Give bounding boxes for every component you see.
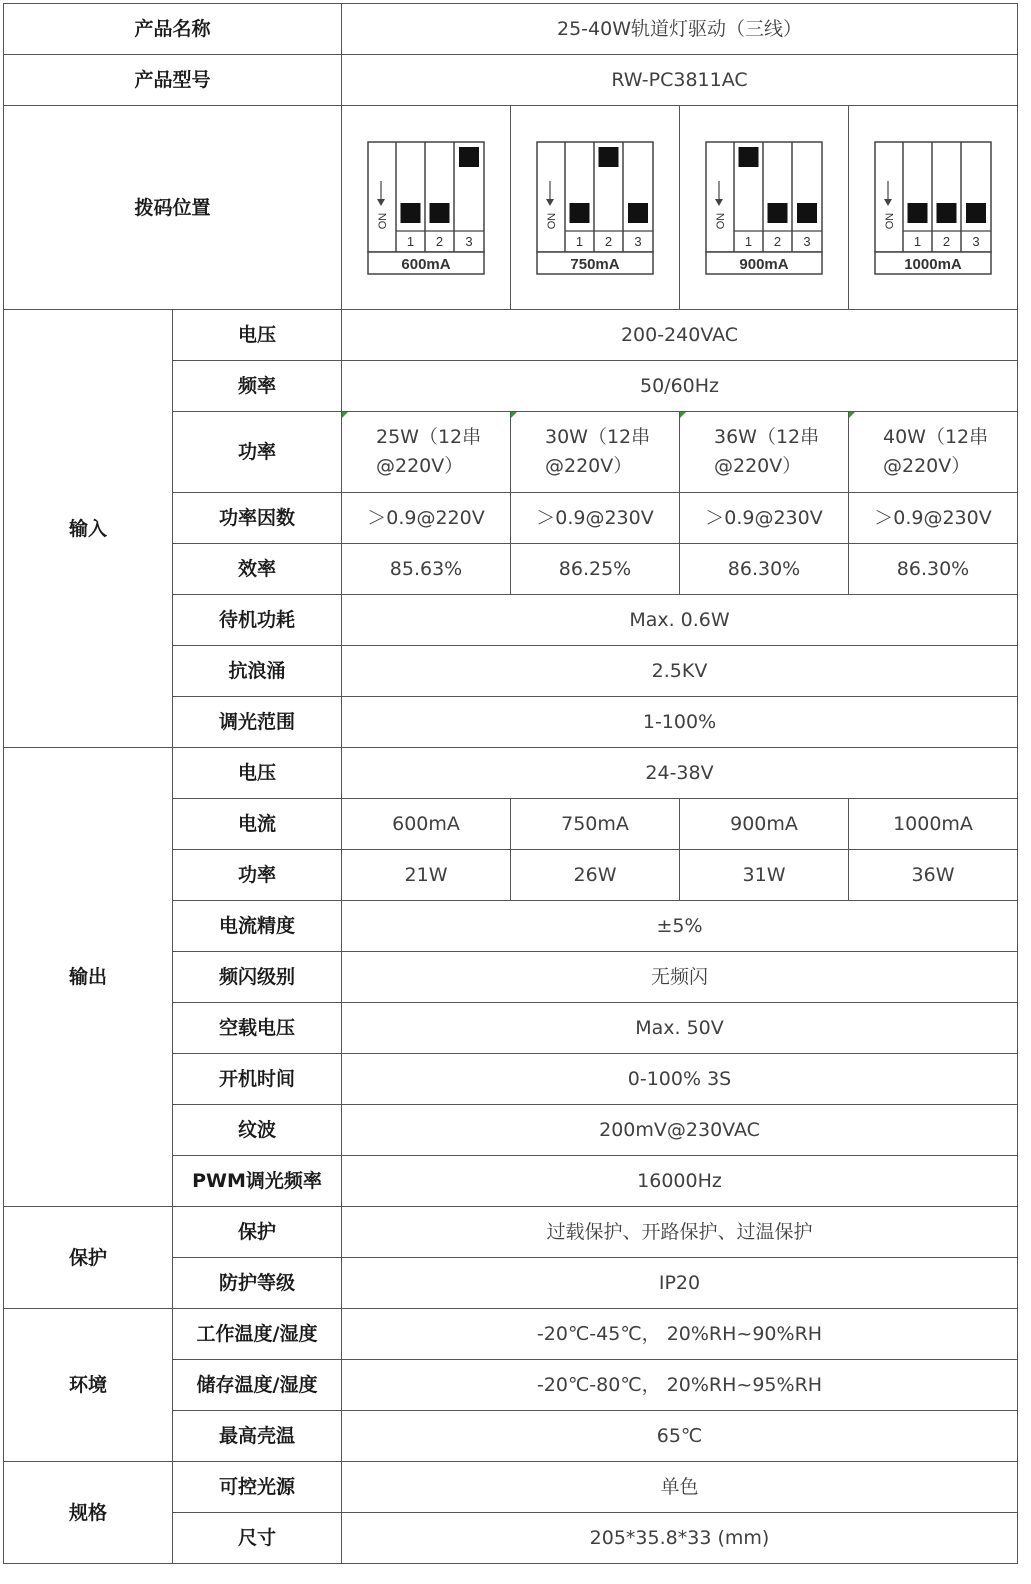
dip-switch-knob bbox=[908, 203, 928, 223]
dip-switch-svg bbox=[705, 141, 823, 275]
input-surge-label: 抗浪涌 bbox=[173, 646, 342, 697]
case-temp-label: 最高壳温 bbox=[173, 1411, 342, 1462]
group-protection: 保护 bbox=[4, 1207, 173, 1309]
output-pwm-label: PWM调光频率 bbox=[173, 1156, 342, 1207]
row-dip-switch bbox=[4, 106, 1018, 310]
dip-switch-svg bbox=[874, 141, 992, 275]
dip-switch-number: 3 bbox=[634, 233, 642, 249]
light-source-value: 单色 bbox=[342, 1462, 1018, 1513]
dip-on-label: ON bbox=[546, 212, 558, 229]
size-value: 205*35.8*33 (mm) bbox=[342, 1513, 1018, 1564]
light-source-label: 可控光源 bbox=[173, 1462, 342, 1513]
protection-value: 过载保护、开路保护、过温保护 bbox=[342, 1207, 1018, 1258]
dip-cell-1 bbox=[342, 106, 511, 310]
row-light-source bbox=[4, 1462, 1018, 1513]
dip-switch-knob bbox=[430, 203, 450, 223]
dip-switch-knob bbox=[739, 147, 759, 167]
input-power-value bbox=[342, 412, 511, 493]
input-pf-label: 功率因数 bbox=[173, 493, 342, 544]
dip-switch-knob bbox=[768, 203, 788, 223]
input-efficiency-value: 86.30% bbox=[680, 544, 849, 595]
row-protection bbox=[4, 1207, 1018, 1258]
ip-value: IP20 bbox=[342, 1258, 1018, 1309]
dip-switch-number: 2 bbox=[604, 233, 613, 249]
group-input: 输入 bbox=[4, 310, 173, 748]
power-line2: @220V） bbox=[714, 455, 802, 477]
row-output-voltage bbox=[4, 748, 1018, 799]
dip-switch-diagram bbox=[367, 141, 485, 275]
input-efficiency-value: 86.30% bbox=[849, 544, 1018, 595]
product-model-label: 产品型号 bbox=[4, 55, 342, 106]
row-product-model bbox=[4, 55, 1018, 106]
dip-current-label: 900mA bbox=[739, 255, 789, 273]
input-dimming-value: 1-100% bbox=[342, 697, 1018, 748]
dip-switch-number: 1 bbox=[913, 233, 922, 249]
output-current-value: 600mA bbox=[342, 799, 511, 850]
output-power-value: 36W bbox=[849, 850, 1018, 901]
output-power-label: 功率 bbox=[173, 850, 342, 901]
power-line1: 30W（12串 bbox=[545, 426, 651, 448]
group-environment: 环境 bbox=[4, 1309, 173, 1462]
input-voltage-label: 电压 bbox=[173, 310, 342, 361]
dip-label: 拨码位置 bbox=[4, 106, 342, 310]
dip-on-label: ON bbox=[715, 212, 727, 229]
protection-label: 保护 bbox=[173, 1207, 342, 1258]
power-line2: @220V） bbox=[376, 455, 464, 477]
output-ripple-value: 200mV@230VAC bbox=[342, 1105, 1018, 1156]
dip-switch-knob bbox=[570, 203, 590, 223]
dip-switch-number: 1 bbox=[744, 233, 753, 249]
output-accuracy-value: ±5% bbox=[342, 901, 1018, 952]
output-noload-label: 空载电压 bbox=[173, 1003, 342, 1054]
power-line2: @220V） bbox=[545, 455, 633, 477]
dip-switch-svg bbox=[367, 141, 485, 275]
ip-label: 防护等级 bbox=[173, 1258, 342, 1309]
row-input-voltage bbox=[4, 310, 1018, 361]
row-product-name bbox=[4, 4, 1018, 55]
input-efficiency-value: 85.63% bbox=[342, 544, 511, 595]
output-power-value: 26W bbox=[511, 850, 680, 901]
dip-switch-number: 2 bbox=[435, 233, 444, 249]
output-current-value: 750mA bbox=[511, 799, 680, 850]
power-line1: 25W（12串 bbox=[376, 426, 482, 448]
input-power-value bbox=[680, 412, 849, 493]
storage-temp-label: 储存温度/湿度 bbox=[173, 1360, 342, 1411]
power-line1: 40W（12串 bbox=[883, 426, 989, 448]
dip-switch-number: 3 bbox=[803, 233, 811, 249]
group-output: 输出 bbox=[4, 748, 173, 1207]
dip-current-label: 1000mA bbox=[904, 255, 962, 273]
dip-on-label: ON bbox=[377, 212, 389, 229]
dip-switch-knob bbox=[401, 203, 421, 223]
input-frequency-label: 频率 bbox=[173, 361, 342, 412]
input-efficiency-label: 效率 bbox=[173, 544, 342, 595]
dip-switch-number: 2 bbox=[773, 233, 782, 249]
input-power-value bbox=[511, 412, 680, 493]
output-startup-value: 0-100% 3S bbox=[342, 1054, 1018, 1105]
dip-switch-diagram bbox=[874, 141, 992, 275]
input-pf-value: ＞0.9@230V bbox=[511, 493, 680, 544]
spec-table bbox=[3, 3, 1018, 1564]
input-efficiency-value: 86.25% bbox=[511, 544, 680, 595]
power-line2: @220V） bbox=[883, 455, 971, 477]
dip-switch-number: 3 bbox=[465, 233, 473, 249]
dip-switch-knob bbox=[797, 203, 817, 223]
dip-switch-knob bbox=[459, 147, 479, 167]
dip-switch-svg bbox=[536, 141, 654, 275]
output-flicker-label: 频闪级别 bbox=[173, 952, 342, 1003]
input-power-value bbox=[849, 412, 1018, 493]
input-surge-value: 2.5KV bbox=[342, 646, 1018, 697]
dip-switch-number: 1 bbox=[406, 233, 415, 249]
output-pwm-value: 16000Hz bbox=[342, 1156, 1018, 1207]
dip-switch-knob bbox=[966, 203, 986, 223]
output-accuracy-label: 电流精度 bbox=[173, 901, 342, 952]
product-model-value: RW-PC3811AC bbox=[342, 55, 1018, 106]
input-standby-label: 待机功耗 bbox=[173, 595, 342, 646]
dip-switch-diagram bbox=[536, 141, 654, 275]
case-temp-value: 65℃ bbox=[342, 1411, 1018, 1462]
dip-cell-4 bbox=[849, 106, 1018, 310]
input-power-label: 功率 bbox=[173, 412, 342, 493]
dip-cell-3 bbox=[680, 106, 849, 310]
output-current-label: 电流 bbox=[173, 799, 342, 850]
output-noload-value: Max. 50V bbox=[342, 1003, 1018, 1054]
output-flicker-value: 无频闪 bbox=[342, 952, 1018, 1003]
dip-switch-knob bbox=[599, 147, 619, 167]
dip-current-label: 600mA bbox=[401, 255, 451, 273]
input-pf-value: ＞0.9@230V bbox=[680, 493, 849, 544]
output-voltage-label: 电压 bbox=[173, 748, 342, 799]
output-ripple-label: 纹波 bbox=[173, 1105, 342, 1156]
work-temp-label: 工作温度/湿度 bbox=[173, 1309, 342, 1360]
dip-cell-2 bbox=[511, 106, 680, 310]
dip-switch-diagram bbox=[705, 141, 823, 275]
output-voltage-value: 24-38V bbox=[342, 748, 1018, 799]
product-name-label: 产品名称 bbox=[4, 4, 342, 55]
dip-switch-number: 2 bbox=[942, 233, 951, 249]
size-label: 尺寸 bbox=[173, 1513, 342, 1564]
dip-current-label: 750mA bbox=[570, 255, 620, 273]
input-standby-value: Max. 0.6W bbox=[342, 595, 1018, 646]
input-voltage-value: 200-240VAC bbox=[342, 310, 1018, 361]
output-current-value: 900mA bbox=[680, 799, 849, 850]
output-power-value: 21W bbox=[342, 850, 511, 901]
input-pf-value: ＞0.9@220V bbox=[342, 493, 511, 544]
input-dimming-label: 调光范围 bbox=[173, 697, 342, 748]
input-pf-value: ＞0.9@230V bbox=[849, 493, 1018, 544]
dip-switch-number: 1 bbox=[575, 233, 584, 249]
dip-on-label: ON bbox=[884, 212, 896, 229]
dip-switch-knob bbox=[937, 203, 957, 223]
output-power-value: 31W bbox=[680, 850, 849, 901]
row-work-temp bbox=[4, 1309, 1018, 1360]
output-startup-label: 开机时间 bbox=[173, 1054, 342, 1105]
work-temp-value: -20℃-45℃， 20%RH~90%RH bbox=[342, 1309, 1018, 1360]
product-name-value: 25-40W轨道灯驱动（三线） bbox=[342, 4, 1018, 55]
group-spec: 规格 bbox=[4, 1462, 173, 1564]
output-current-value: 1000mA bbox=[849, 799, 1018, 850]
power-line1: 36W（12串 bbox=[714, 426, 820, 448]
dip-switch-number: 3 bbox=[972, 233, 980, 249]
input-frequency-value: 50/60Hz bbox=[342, 361, 1018, 412]
dip-switch-knob bbox=[628, 203, 648, 223]
storage-temp-value: -20℃-80℃， 20%RH~95%RH bbox=[342, 1360, 1018, 1411]
